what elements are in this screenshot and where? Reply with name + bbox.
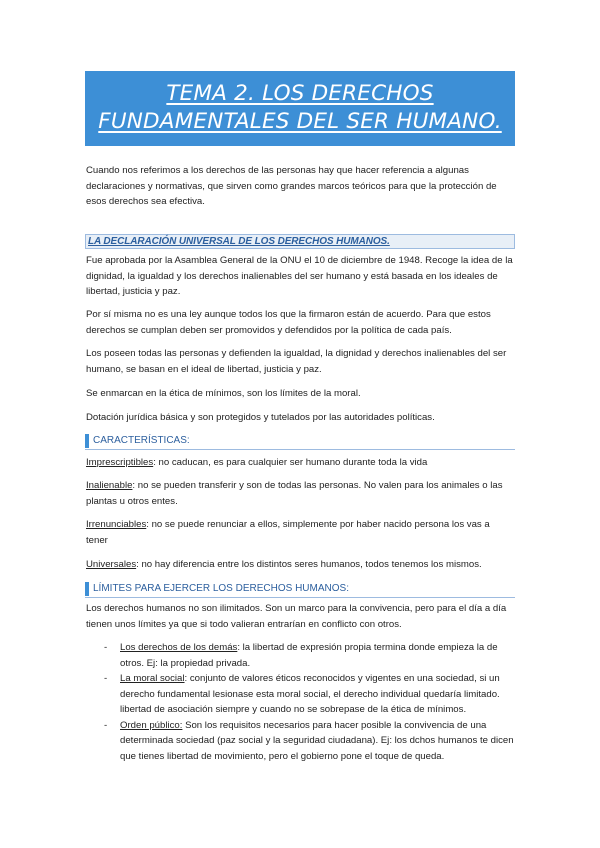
- characteristic-text: : no caducan, es para cualquier ser humano durante toda la vida: [153, 457, 428, 468]
- characteristic-item: [86, 517, 514, 548]
- characteristic-text: : no se pueden transferir y son de todas las personas. No valen para los animales o las plantas u otros entes.: [86, 480, 503, 507]
- limit-text: : la libertad de expresión propia termina donde empieza la de otros. Ej: la propiedad privada.: [120, 642, 498, 669]
- declaration-paragraph-1: Fue aprobada por la Asamblea General de la ONU el 10 de diciembre de 1948. Recoge la idea de la dignidad, la igualdad y los derechos inalienables del ser humano y está basada en los ideales de libertad, justicia y paz.: [86, 255, 513, 297]
- declaration-paragraph-3: Los poseen todas las personas y defienden la igualdad, la dignidad y derechos inalienables del ser humano, se basan en el ideal de libertad, justicia y paz.: [86, 348, 507, 375]
- characteristic-text: : no se puede renunciar a ellos, simplemente por haber nacido persona los vas a tener: [86, 519, 490, 546]
- characteristic-term: Inalienable: [86, 480, 133, 491]
- list-dash: -: [104, 642, 108, 653]
- list-dash: -: [104, 673, 108, 684]
- page-title-line-2: FUNDAMENTALES DEL SER HUMANO.: [98, 109, 502, 134]
- declaration-paragraph-2: Por sí misma no es una ley aunque todos los que la firmaron están de acuerdo. Para que estos derechos se cumplan deben ser promovidos y defendidos por la política de cada país.: [86, 309, 491, 336]
- characteristic-term: Universales: [86, 559, 137, 570]
- characteristic-item: [86, 557, 514, 573]
- characteristic-text: : no hay diferencia entre los distintos seres humanos, todos tenemos los mismos.: [136, 559, 482, 570]
- subheading-characteristics: CARACTERÍSTICAS:: [85, 434, 190, 448]
- limit-term: Orden público:: [120, 719, 183, 731]
- limits-intro-paragraph: Los derechos humanos no son ilimitados. Son un marco para la convivencia, pero para el día a día tienen unos límites ya que si todo valieran entrarían en conflicto con otros.: [86, 603, 507, 630]
- subheading-limits: LÍMITES PARA EJERCER LOS DERECHOS HUMANOS:: [85, 582, 349, 596]
- characteristic-item: [86, 455, 514, 471]
- limit-text: Son los requisitos necesarios para hacer posible la convivencia de una determinada sociedad (paz social y la seguridad ciudadana). Ej: los dchos humanos te dicen que tienes libertad de movimiento, pero el gobierno pone el toque de queda.: [120, 719, 514, 762]
- subheading-divider: [85, 597, 515, 598]
- limit-text: : conjunto de valores éticos reconocidos y vigentes en una sociedad, si un derecho fundamental lesionase esta moral social, el derecho individual quedaría limitado. libertad de asociación siempre y cuando no se sobrepase de la ética de mínimos.: [120, 673, 500, 715]
- subheading-divider: [85, 449, 515, 450]
- intro-paragraph: Cuando nos referimos a los derechos de las personas hay que hacer referencia a algunas declaraciones y normativas, que sirven como grandes marcos teóricos para que la protección de esos derechos sea efectiva.: [86, 165, 497, 207]
- list-dash: -: [104, 719, 108, 731]
- list-item: [86, 640, 514, 671]
- list-item: [86, 718, 514, 765]
- page-title-line-1: TEMA 2. LOS DERECHOS: [166, 81, 434, 106]
- limit-term: La moral social: [120, 673, 185, 684]
- list-item: [86, 671, 514, 718]
- declaration-paragraph-4: Se enmarcan en la ética de mínimos, son los límites de la moral.: [86, 388, 361, 399]
- section-heading-declaration: LA DECLARACIÓN UNIVERSAL DE LOS DERECHOS HUMANOS.: [88, 236, 390, 247]
- limit-term: Los derechos de los demás: [120, 642, 238, 653]
- characteristic-term: Imprescriptibles: [86, 457, 154, 468]
- limits-list: [86, 640, 514, 764]
- declaration-paragraph-5: Dotación jurídica básica y son protegidos y tutelados por las autoridades políticas.: [86, 412, 435, 423]
- characteristic-term: Irrenunciables: [86, 519, 147, 530]
- section-heading-bar: [85, 234, 515, 249]
- characteristic-item: [86, 478, 514, 509]
- title-banner: [85, 71, 515, 146]
